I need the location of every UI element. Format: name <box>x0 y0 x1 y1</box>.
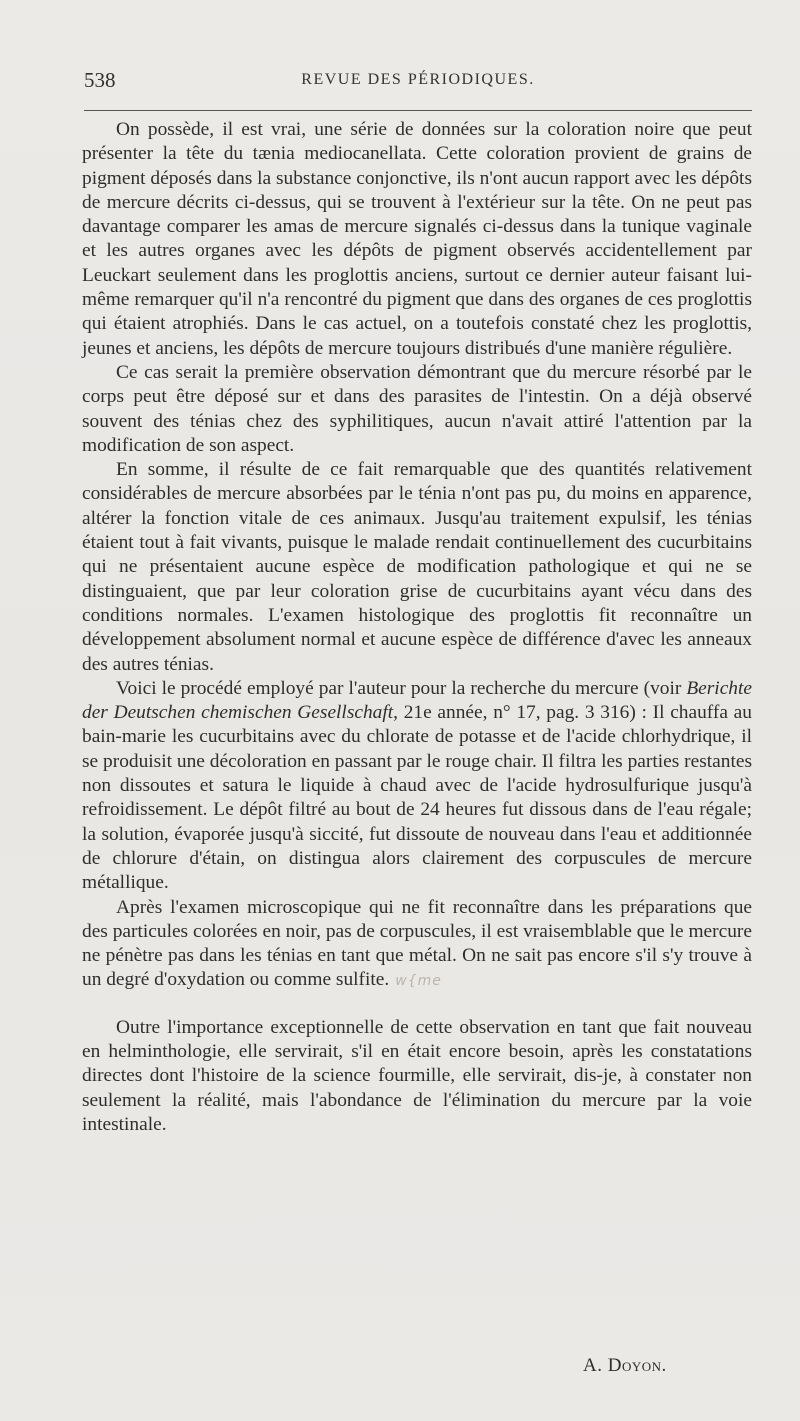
citation-title: Berichte der Deutschen chemischen Gesellschaft <box>82 677 752 724</box>
handwritten-note: w{me <box>395 973 442 990</box>
paragraph-3: En somme, il résulte de ce fait remarquable que des quantités relativement considérables de mercure absorbées par le ténia n'ont pas pu, du moins en apparence, altérer la fonction vitale de ces animaux. Jusqu'au traitement expulsif, les ténias étaient tout à fait vivants, puisque le malade rendait continuellement des cucurbitains qui ne présentaient aucune espèce de modification pathologique et qui ne se distinguaient, que par leur coloration grise de cucurbitains ayant vécu dans des conditions normales. L'examen histologique des proglottis fit reconnaître un développement absolument normal et aucune espèce de différence d'avec les anneaux des autres ténias. <box>82 459 752 675</box>
paragraph-5-text: Après l'examen microscopique qui ne fit reconnaître dans les préparations que des particules colorées en noir, pas de corpuscules, il est vraisemblable que le mercure ne pénètre pas dans les ténias en tant que métal. On ne sait pas encore s'il s'y trouve à un degré d'oxydation ou comme sulfite. <box>82 896 752 991</box>
article-body <box>82 118 752 1137</box>
running-title: REVUE DES PÉRIODIQUES. <box>301 71 535 88</box>
paragraph-6: Outre l'importance exceptionnelle de cette observation en tant que fait nouveau en helminthologie, elle servirait, s'il en était encore besoin, après les constatations directes dont l'histoire de la science fourmille, elle servirait, dis-je, à constater non seulement la réalité, mais l'abondance de l'élimination du mercure par la voie intestinale. <box>82 1016 752 1135</box>
author-signature <box>583 1355 667 1377</box>
paragraph-4 <box>82 677 752 896</box>
signature-initial: A. <box>583 1355 603 1376</box>
paragraph-4-after: , 21e année, n° 17, pag. 3 316) : Il chauffa au bain-marie les cucurbitains avec du chlorate de potasse et de l'acide chlorhydrique, il se produisit une décoloration en passant par le rouge chair. Il filtra les parties restantes non dissoutes et satura le liquide à chaud avec de l'acide hydrosulfurique jusqu'à refroidissement. Le dépôt filtré au bout de 24 heures fut dissous dans de l'eau régale; la solution, évaporée jusqu'à siccité, fut dissoute de nouveau dans l'eau et additionnée de chlorure d'étain, on distingua alors clairement des corpuscules de mercure métallique. <box>82 702 752 894</box>
page-header <box>84 68 752 98</box>
signature-name: Doyon. <box>607 1355 667 1376</box>
header-rule <box>84 110 752 111</box>
paragraph-4-before: Voici le procédé employé par l'auteur pour la recherche du mercure (voir <box>116 677 687 699</box>
paragraph-5 <box>82 896 752 994</box>
paragraph-1: On possède, il est vrai, une série de données sur la coloration noire que peut présenter la tête du tænia mediocanellata. Cette coloration provient de grains de pigment déposés dans la substance conjonctive, ils n'ont aucun rapport avec les dépôts de mercure décrits ci-dessus, qui se trouvent à l'extérieur sur la tête. On ne peut pas davantage comparer les amas de mercure signalés ci-dessus dans la tunique vaginale et les autres organes avec les dépôts de pigment observés accidentellement par Leuckart seulement dans les proglottis anciens, surtout ce dernier auteur faisant lui-même remarquer qu'il n'a rencontré du pigment que dans des organes de ces proglottis qui étaient atrophiés. Dans le cas actuel, on a toutefois constaté chez les proglottis, jeunes et anciens, les dépôts de mercure toujours distribués d'une manière régulière. <box>82 119 752 359</box>
page-number: 538 <box>84 68 116 92</box>
paragraph-2: Ce cas serait la première observation démontrant que du mercure résorbé par le corps peut être déposé sur et dans des parasites de l'intestin. On a déjà observé souvent des ténias chez des syphilitiques, aucun n'avait attiré l'attention par la modification de son aspect. <box>82 361 752 456</box>
